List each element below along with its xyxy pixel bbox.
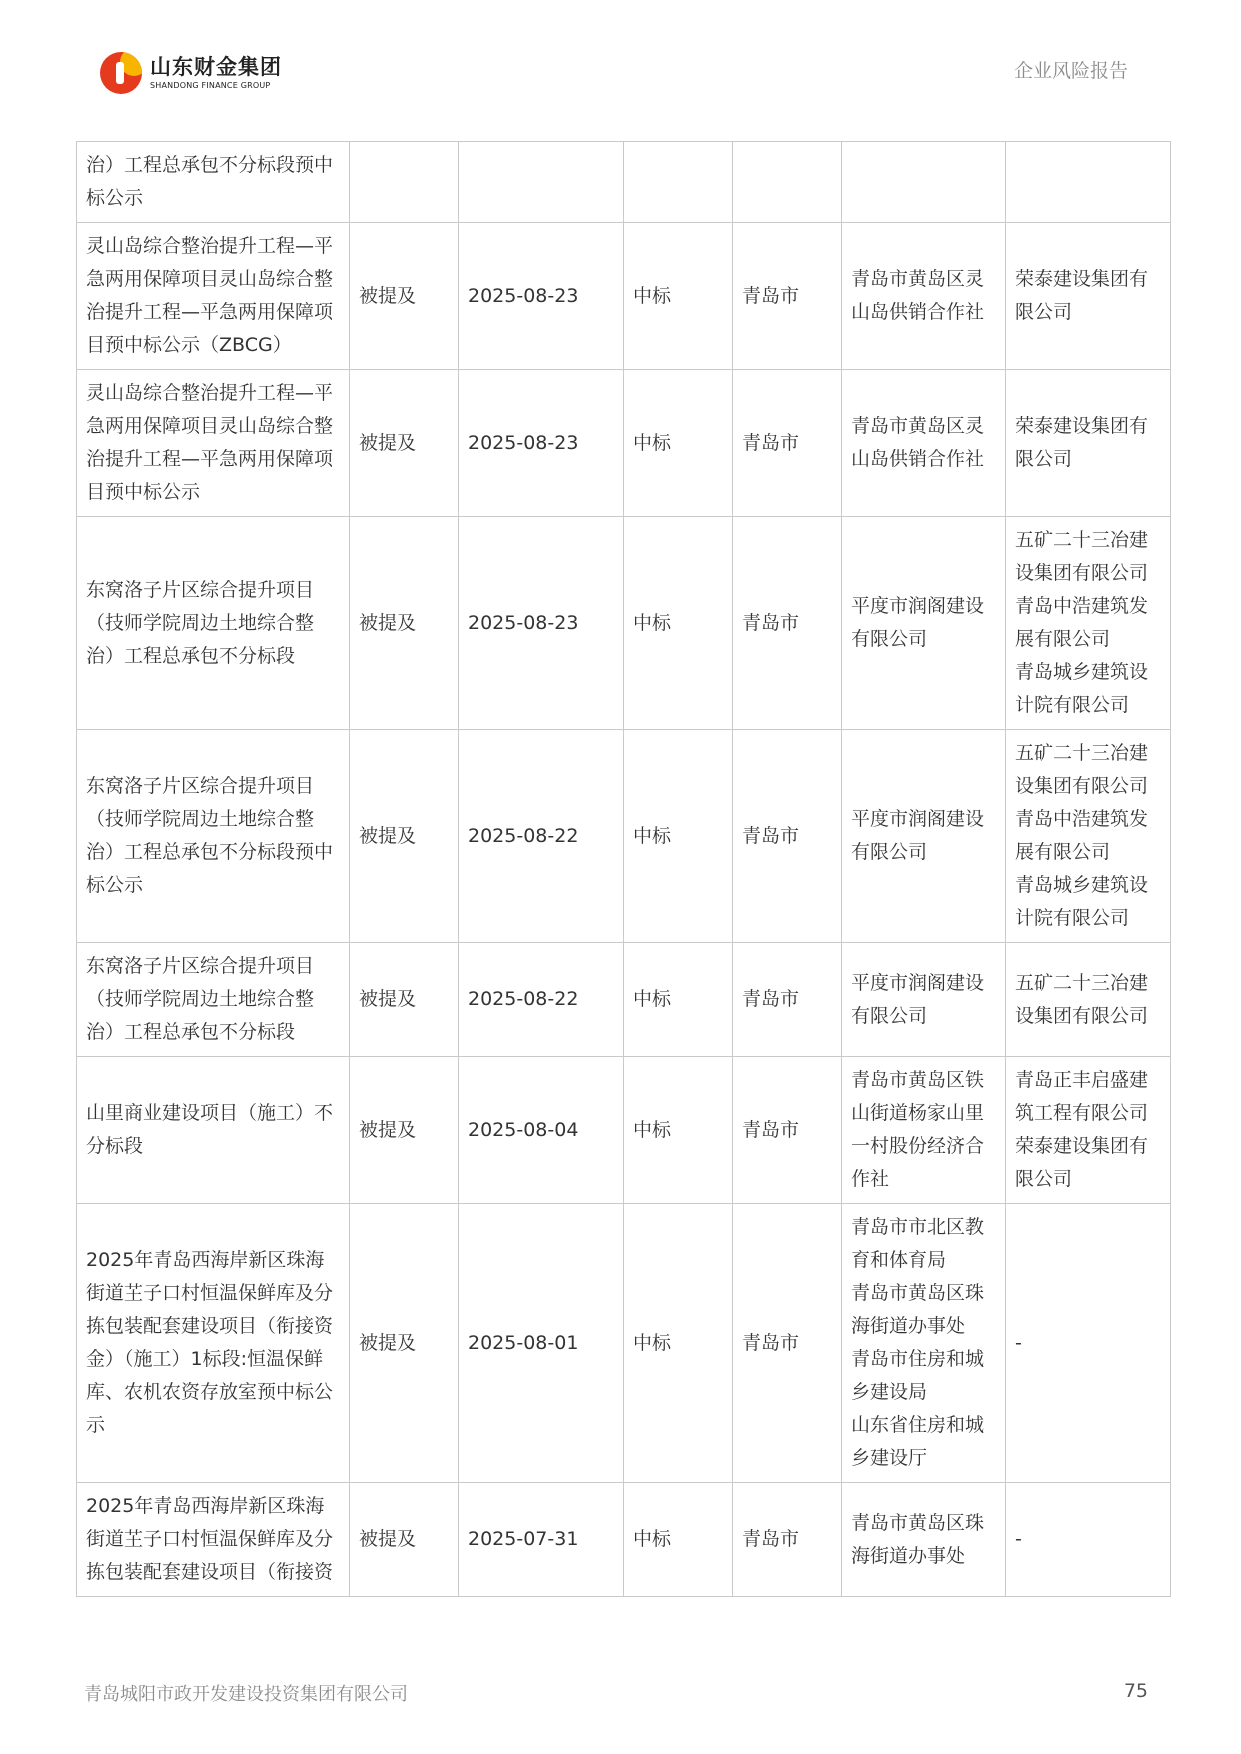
footer-company-name: 青岛城阳市政开发建设投资集团有限公司	[84, 1684, 408, 1705]
buyer-name: 青岛市市北区教育和体育局	[851, 1216, 985, 1271]
city-cell: 青岛市	[733, 223, 842, 370]
logo-icon	[100, 52, 142, 94]
winner-cell	[1006, 730, 1171, 943]
project-name-cell: 2025年青岛西海岸新区珠海街道芏子口村恒温保鲜库及分拣包装配套建设项目（衔接资金）（施工）1标段:恒温保鲜库、农机农资存放室预中标公示	[77, 1204, 350, 1483]
winner-cell	[1006, 1204, 1171, 1483]
date-cell: 2025-08-04	[459, 1057, 624, 1204]
buyer-cell	[842, 1204, 1006, 1483]
project-name-cell: 山里商业建设项目（施工）不分标段	[77, 1057, 350, 1204]
buyer-cell	[842, 370, 1006, 517]
table-row	[77, 517, 1171, 730]
winner-name: 荣泰建设集团有限公司	[1015, 415, 1149, 470]
winner-name: 青岛城乡建筑设计院有限公司	[1015, 661, 1149, 716]
buyer-name: 平度市润阁建设有限公司	[851, 808, 985, 863]
date-cell: 2025-08-22	[459, 730, 624, 943]
winner-cell	[1006, 142, 1171, 223]
date-cell: 2025-08-23	[459, 370, 624, 517]
city-cell: 青岛市	[733, 1483, 842, 1597]
table-body	[77, 142, 1171, 1597]
winner-name: 青岛中浩建筑发展有限公司	[1015, 808, 1149, 863]
winner-name: 荣泰建设集团有限公司	[1015, 1135, 1149, 1190]
type-cell: 中标	[624, 1483, 733, 1597]
table-row	[77, 1204, 1171, 1483]
project-name-cell: 2025年青岛西海岸新区珠海街道芏子口村恒温保鲜库及分拣包装配套建设项目（衔接资	[77, 1483, 350, 1597]
winner-name: 荣泰建设集团有限公司	[1015, 268, 1149, 323]
bid-records-table	[76, 141, 1171, 1597]
type-cell: 中标	[624, 943, 733, 1057]
city-cell: 青岛市	[733, 943, 842, 1057]
winner-name: 青岛正丰启盛建筑工程有限公司	[1015, 1069, 1149, 1124]
date-cell: 2025-08-23	[459, 223, 624, 370]
logo-chinese-name: 山东财金集团	[150, 54, 282, 79]
table-row	[77, 943, 1171, 1057]
buyer-name: 青岛市黄岛区灵山岛供销合作社	[851, 268, 985, 323]
winner-name: 青岛城乡建筑设计院有限公司	[1015, 874, 1149, 929]
project-name-cell: 灵山岛综合整治提升工程—平急两用保障项目灵山岛综合整治提升工程—平急两用保障项目预中标公示	[77, 370, 350, 517]
winner-cell	[1006, 370, 1171, 517]
project-name-cell: 东窝洛子片区综合提升项目（技师学院周边土地综合整治）工程总承包不分标段	[77, 517, 350, 730]
table-row	[77, 1483, 1171, 1597]
winner-name: 五矿二十三冶建设集团有限公司	[1015, 742, 1149, 797]
buyer-name: 青岛市住房和城乡建设局	[851, 1348, 985, 1403]
city-cell: 青岛市	[733, 730, 842, 943]
buyer-name: 青岛市黄岛区灵山岛供销合作社	[851, 415, 985, 470]
winner-cell	[1006, 943, 1171, 1057]
winner-name: 青岛中浩建筑发展有限公司	[1015, 595, 1149, 650]
winner-name: 五矿二十三冶建设集团有限公司	[1015, 529, 1149, 584]
date-cell: 2025-08-23	[459, 517, 624, 730]
winner-name: -	[1015, 1331, 1022, 1354]
type-cell: 中标	[624, 1204, 733, 1483]
project-name-cell: 东窝洛子片区综合提升项目（技师学院周边土地综合整治）工程总承包不分标段预中标公示	[77, 730, 350, 943]
buyer-name: 山东省住房和城乡建设厅	[851, 1414, 985, 1469]
buyer-name: 平度市润阁建设有限公司	[851, 971, 985, 1027]
buyer-cell	[842, 223, 1006, 370]
buyer-cell	[842, 1483, 1006, 1597]
company-logo	[100, 50, 282, 96]
buyer-cell	[842, 1057, 1006, 1204]
buyer-cell	[842, 142, 1006, 223]
table-row	[77, 223, 1171, 370]
winner-cell	[1006, 1057, 1171, 1204]
role-cell: 被提及	[350, 223, 459, 370]
role-cell: 被提及	[350, 517, 459, 730]
city-cell: 青岛市	[733, 517, 842, 730]
role-cell: 被提及	[350, 1057, 459, 1204]
role-cell: 被提及	[350, 1483, 459, 1597]
city-cell: 青岛市	[733, 1204, 842, 1483]
winner-cell	[1006, 223, 1171, 370]
buyer-name: 青岛市黄岛区铁山街道杨家山里一村股份经济合作社	[851, 1069, 985, 1190]
date-cell: 2025-08-22	[459, 943, 624, 1057]
buyer-name: 平度市润阁建设有限公司	[851, 595, 985, 650]
city-cell	[733, 142, 842, 223]
page-number: 75	[1123, 1680, 1148, 1702]
date-cell	[459, 142, 624, 223]
buyer-cell	[842, 730, 1006, 943]
report-title: 企业风险报告	[1013, 60, 1128, 82]
city-cell: 青岛市	[733, 1057, 842, 1204]
city-cell: 青岛市	[733, 370, 842, 517]
buyer-name: 青岛市黄岛区珠海街道办事处	[851, 1282, 985, 1337]
date-cell: 2025-08-01	[459, 1204, 624, 1483]
type-cell: 中标	[624, 1057, 733, 1204]
buyer-cell	[842, 943, 1006, 1057]
logo-english-name: SHANDONG FINANCE GROUP	[150, 80, 271, 90]
winner-cell	[1006, 517, 1171, 730]
type-cell	[624, 142, 733, 223]
table-row	[77, 730, 1171, 943]
page-header	[0, 0, 1241, 130]
winner-cell	[1006, 1483, 1171, 1597]
project-name-cell: 东窝洛子片区综合提升项目（技师学院周边土地综合整治）工程总承包不分标段	[77, 943, 350, 1057]
project-name-cell: 治）工程总承包不分标段预中标公示	[77, 142, 350, 223]
project-name-cell: 灵山岛综合整治提升工程—平急两用保障项目灵山岛综合整治提升工程—平急两用保障项目预中标公示（ZBCG）	[77, 223, 350, 370]
type-cell: 中标	[624, 517, 733, 730]
type-cell: 中标	[624, 370, 733, 517]
winner-name: 五矿二十三冶建设集团有限公司	[1015, 971, 1149, 1027]
table-row	[77, 142, 1171, 223]
table-row	[77, 370, 1171, 517]
buyer-name: 青岛市黄岛区珠海街道办事处	[851, 1511, 985, 1567]
type-cell: 中标	[624, 223, 733, 370]
table-row	[77, 1057, 1171, 1204]
role-cell: 被提及	[350, 943, 459, 1057]
role-cell	[350, 142, 459, 223]
role-cell: 被提及	[350, 730, 459, 943]
type-cell: 中标	[624, 730, 733, 943]
logo-text	[150, 54, 282, 90]
date-cell: 2025-07-31	[459, 1483, 624, 1597]
winner-name: -	[1015, 1528, 1022, 1550]
buyer-cell	[842, 517, 1006, 730]
role-cell: 被提及	[350, 1204, 459, 1483]
role-cell: 被提及	[350, 370, 459, 517]
